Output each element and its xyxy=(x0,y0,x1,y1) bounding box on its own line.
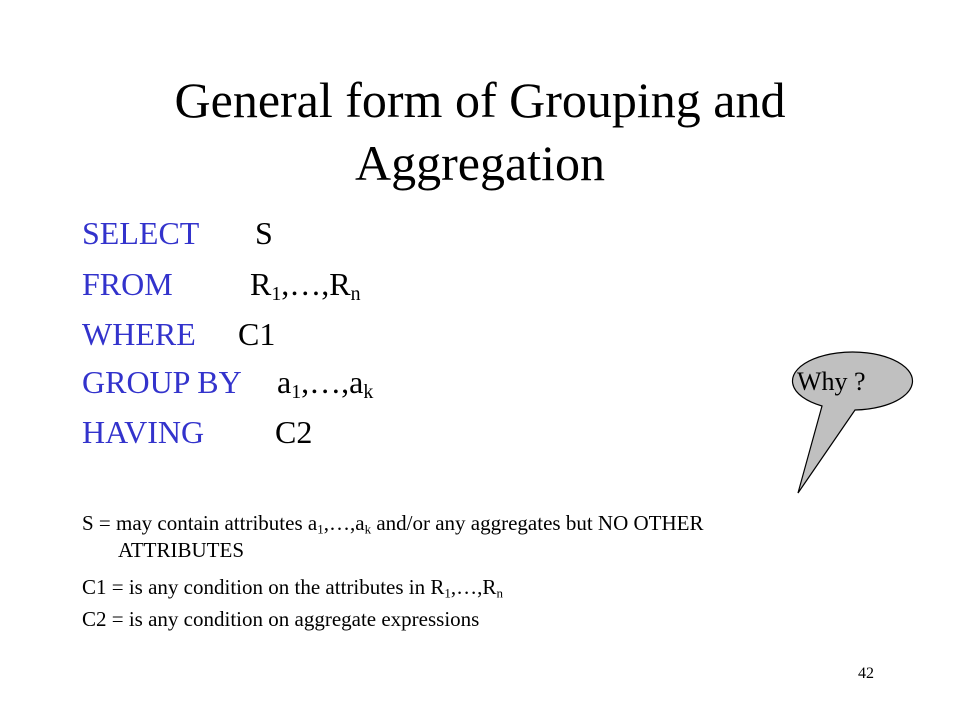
note-c2: C2 = is any condition on aggregate expressions xyxy=(82,607,480,631)
note-c1: C1 = is any condition on the attributes in $R_1,\dots,R_n$ xyxy=(82,575,503,601)
from-argument: $R_1,\dots,R_n$ xyxy=(250,266,361,305)
callout-text: Why ? xyxy=(797,367,866,396)
slide-title-line-1: General form of Grouping and xyxy=(174,72,786,128)
keyword-from: FROM xyxy=(82,266,173,302)
page-number: 42 xyxy=(858,665,874,682)
select-argument: S xyxy=(255,215,273,251)
keyword-group-by: GROUP BY xyxy=(82,364,242,400)
slide-title-line-2: Aggregation xyxy=(355,135,605,191)
group-by-argument: $a_1,\dots,a_k$ xyxy=(277,364,374,403)
note-s-line-2: ATTRIBUTES xyxy=(118,538,244,562)
keyword-select: SELECT xyxy=(82,215,200,251)
having-argument: C2 xyxy=(275,414,313,450)
keyword-where: WHERE xyxy=(82,316,196,352)
keyword-having: HAVING xyxy=(82,414,205,450)
note-s-line-1: S = may contain attributes $a_1,\dots,a_k$ and/or any aggregates but NO OTHER xyxy=(82,511,704,537)
where-argument: C1 xyxy=(238,316,276,352)
